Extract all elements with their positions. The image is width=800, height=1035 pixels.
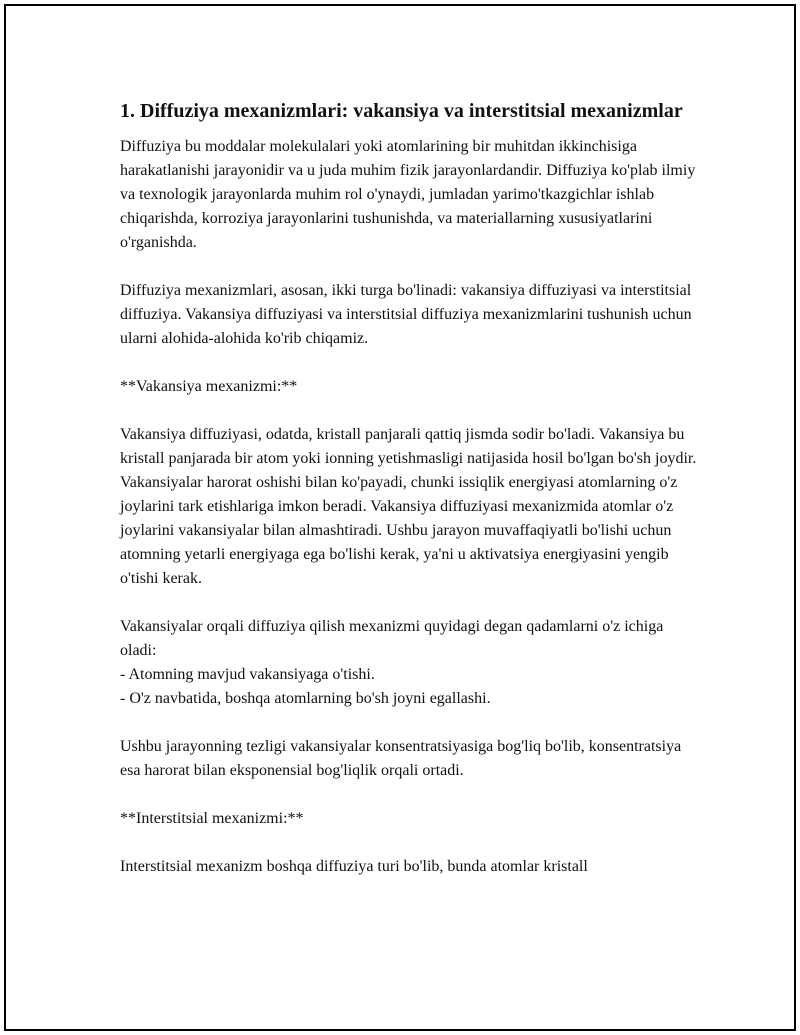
paragraph-intro: Diffuziya bu moddalar molekulalari yoki atomlarining bir muhitdan ikkinchisiga harakatlanishi jarayonidir va u juda muhim fizik jarayonlardandir. Diffuziya ko'plab ilmiy va texnologik jarayonlarda muhim rol o'ynaydi, jumladan yarimo'tkazgichlar ishlab chiqarishda, korroziya jarayonlarini tushunishda, va materiallarning xususiyatlarini o'rganishda.: [120, 138, 696, 251]
list-block: [120, 615, 700, 711]
paragraph-rate: Ushbu jarayonning tezligi vakansiyalar konsentratsiyasiga bog'liq bo'lib, konsentratsiya esa harorat bilan eksponensial bog'liqlik orqali ortadi.: [120, 738, 682, 779]
list-item: - O'z navbatida, boshqa atomlarning bo'sh joyni egallashi.: [120, 690, 491, 707]
paragraph-vacancy: Vakansiya diffuziyasi, odatda, kristall panjarali qattiq jismda sodir bo'ladi. Vakansiya bu kristall panjarada bir atom yoki ionning yetishmasligi natijasida hosil bo'lgan bo'sh joydir. Vakansiyalar harorat oshishi bilan ko'payadi, chunki issiqlik energiyasi atomlarning o'z joylarini tark etishlariga imkon beradi. Vakansiya diffuziyasi mexanizmida atomlar o'z joylarini vakansiyalar bilan almashtiradi. Ushbu jarayon muvaffaqiyatli bo'lishi uchun atomning yetarli energiyaga ega bo'lishi kerak, ya'ni u aktivatsiya energiyasini yengib o'tishi kerak.: [120, 426, 697, 587]
document-content: [120, 98, 700, 903]
document-page: [4, 4, 796, 1031]
list-item: - Atomning mavjud vakansiyaga o'tishi.: [120, 666, 375, 683]
paragraph-types: Diffuziya mexanizmlari, asosan, ikki turga bo'linadi: vakansiya diffuziyasi va interstitsial diffuziya. Vakansiya diffuziyasi va interstitsial diffuziya mexanizmlarini tushunish uchun ularni alohida-alohida ko'rib chiqamiz.: [120, 282, 692, 347]
heading-vacancy: **Vakansiya mexanizmi:**: [120, 378, 298, 395]
paragraph-interstitial: Interstitsial mexanizm boshqa diffuziya turi bo'lib, bunda atomlar kristall: [120, 858, 588, 875]
document-title: 1. Diffuziya mexanizmlari: vakansiya va interstitsial mexanizmlar: [120, 100, 683, 122]
list-intro: Vakansiyalar orqali diffuziya qilish mexanizmi quyidagi degan qadamlarni o'z ichiga oladi:: [120, 618, 664, 659]
heading-interstitial: **Interstitsial mexanizmi:**: [120, 810, 304, 827]
